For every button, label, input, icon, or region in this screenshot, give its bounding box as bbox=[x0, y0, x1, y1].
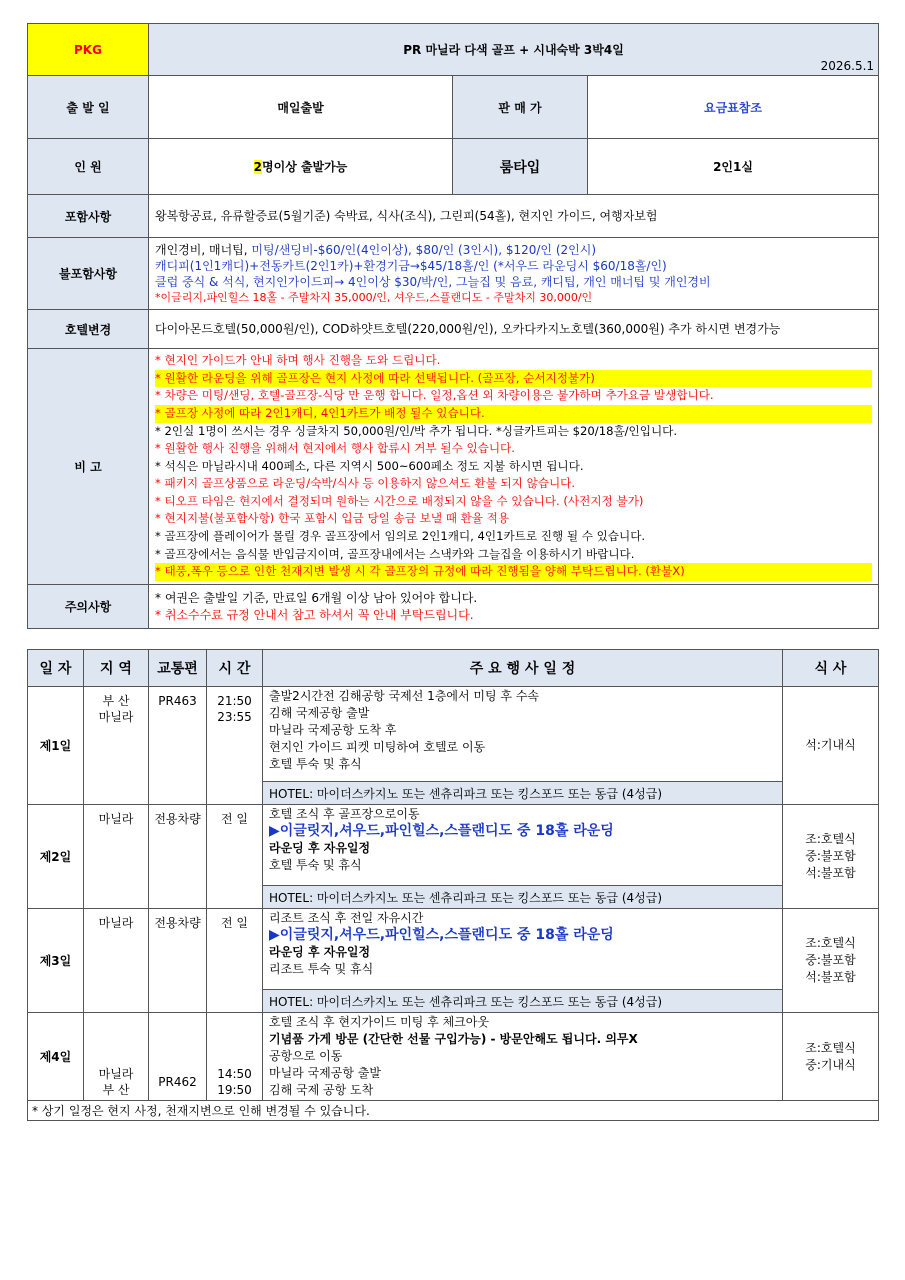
region-name: 마닐라 bbox=[98, 710, 134, 724]
room-label: 룸타입 bbox=[453, 139, 588, 195]
itinerary-day-row bbox=[28, 909, 879, 990]
departure-label: 출 발 일 bbox=[28, 76, 149, 139]
meal-item: 중:기내식 bbox=[805, 1057, 856, 1072]
include-label: 포함사항 bbox=[28, 195, 149, 238]
include-value: 왕복항공료, 유류할증료(5월기준) 숙박료, 식사(조식), 그린피(54홀), 현지인 가이드, 여행자보험 bbox=[149, 195, 879, 238]
activities-cell bbox=[263, 805, 783, 886]
remark-item: * 골프장 사정에 따라 2인1캐디, 4인1카트가 배정 될수 있습니다. bbox=[155, 405, 872, 423]
issue-date: 2026.5.1 bbox=[820, 59, 875, 73]
transport-cell: 전용차량 bbox=[149, 805, 207, 909]
activity-line: 리조트 조식 후 전일 자유시간 bbox=[269, 911, 424, 925]
people-value bbox=[149, 139, 453, 195]
activity-line: 기념품 가게 방문 (간단한 선물 구입가능) - 방문안해도 됩니다. 의무X bbox=[269, 1032, 638, 1046]
activity-line: 라운딩 후 자유일정 bbox=[269, 945, 371, 959]
activity-line: ▶이글릿지,셔우드,파인힐스,스플랜디도 중 18홀 라운딩 bbox=[269, 823, 614, 839]
remark-item: * 태풍,폭우 등으로 인한 천재지변 발생 시 각 골프장의 규정에 따라 진행됨을 양해 부탁드립니다. (환불X) bbox=[155, 563, 872, 581]
time-value: 전 일 bbox=[221, 812, 248, 826]
region-name: 부 산 bbox=[102, 1083, 130, 1097]
itinerary-header-cell: 교통편 bbox=[149, 650, 207, 687]
itinerary-header-cell: 식 사 bbox=[783, 650, 879, 687]
itinerary-table bbox=[27, 649, 879, 1121]
time-cell bbox=[207, 687, 263, 805]
remarks-list bbox=[149, 349, 879, 585]
activity-line: 현지인 가이드 피켓 미팅하여 호텔로 이동 bbox=[269, 740, 486, 754]
day-label: 제2일 bbox=[28, 805, 84, 909]
caution-list bbox=[149, 585, 879, 629]
region-cell bbox=[84, 909, 149, 1013]
day-label: 제4일 bbox=[28, 1013, 84, 1101]
region-name: 마닐라 bbox=[98, 1067, 134, 1081]
remark-item: * 현지인 가이드가 안내 하며 행사 진행을 도와 드립니다. bbox=[155, 353, 441, 368]
meal-item: 석:불포함 bbox=[805, 970, 856, 984]
remark-item: * 패키지 골프상품으로 라운딩/숙박/식사 등 이용하지 않으셔도 환불 되지 않습니다. bbox=[155, 476, 576, 491]
exclude-line1-a: 개인경비, 매너팁, bbox=[155, 242, 252, 257]
itinerary-header-row bbox=[28, 650, 879, 687]
footnote: * 상기 일정은 현지 사정, 천재지변으로 인해 변경될 수 있습니다. bbox=[28, 1101, 879, 1121]
time-value: 전 일 bbox=[221, 916, 248, 930]
transport-cell: 전용차량 bbox=[149, 909, 207, 1013]
time-value: 21:50 bbox=[217, 694, 252, 708]
remark-item: * 원활한 라운딩을 위해 골프장은 현지 사정에 따라 선택됩니다. (골프장, 순서지정불가) bbox=[155, 370, 872, 388]
meal-item: 조:호텔식 bbox=[805, 832, 856, 846]
caution-item: * 취소수수료 규정 안내서 참고 하셔서 꼭 안내 부탁드립니다. bbox=[155, 607, 474, 622]
remark-item: * 골프장에서는 음식물 반입금지이며, 골프장내에서는 스낵카와 그늘집을 이용하시기 바랍니다. bbox=[155, 546, 635, 561]
region-name: 마닐라 bbox=[98, 812, 134, 826]
exclude-line3: 클럽 중식 & 석식, 현지인가이드피→ 4인이상 $30/박/인, 그늘집 및 음료, 캐디팁, 개인 매너팁 및 개인경비 bbox=[155, 274, 711, 289]
activity-line: 마닐라 국제공항 출발 bbox=[269, 1066, 381, 1080]
price-value: 요금표참조 bbox=[588, 76, 879, 139]
remark-item: * 현지지불(불포함사항) 한국 포함시 입금 당일 송금 보낼 때 환율 적용 bbox=[155, 511, 510, 526]
hotel-info: HOTEL: 마이더스카지노 또는 센츄리파크 또는 킹스포드 또는 동급 (4성급) bbox=[263, 782, 783, 805]
price-label: 판 매 가 bbox=[453, 76, 588, 139]
exclude-line1-b: 미팅/샌딩비-$60/인(4인이상), $80/인 (3인시), $120/인 (2인시) bbox=[251, 242, 597, 257]
activity-line: 호텔 투숙 및 휴식 bbox=[269, 757, 362, 771]
itinerary-header-cell: 시 간 bbox=[207, 650, 263, 687]
region-name: 마닐라 bbox=[98, 916, 134, 930]
activities-cell bbox=[263, 909, 783, 990]
remark-item: * 석식은 마닐라시내 400페소, 다른 지역시 500~600페소 정도 지불 하시면 됩니다. bbox=[155, 458, 584, 473]
remarks-label: 비 고 bbox=[28, 349, 149, 585]
exclude-line4: *이글리지,파인힐스 18홀 - 주말차지 35,000/인, 셔우드,스플랜디도 - 주말차지 30,000/인 bbox=[155, 290, 593, 304]
activity-line: ▶이글릿지,셔우드,파인힐스,스플랜디도 중 18홀 라운딩 bbox=[269, 927, 614, 943]
activity-line: 라운딩 후 자유일정 bbox=[269, 841, 371, 855]
remark-item: * 차량은 미팅/샌딩, 호텔-골프장-식당 만 운행 합니다. 일정,옵션 외 차량이용은 불가하며 추가요금 발생합니다. bbox=[155, 388, 714, 403]
day-label: 제1일 bbox=[28, 687, 84, 805]
page-title: PR 마닐라 다색 골프 + 시내숙박 3박4일 bbox=[403, 43, 624, 57]
remark-item: * 골프장에 플레이어가 몰릴 경우 골프장에서 임의로 2인1캐디, 4인1카트로 진행 될 수 있습니다. bbox=[155, 529, 646, 544]
people-label: 인 원 bbox=[28, 139, 149, 195]
region-cell bbox=[84, 1013, 149, 1101]
transport-cell: PR462 bbox=[149, 1013, 207, 1101]
meal-item: 중:불포함 bbox=[805, 953, 856, 967]
meal-item: 조:호텔식 bbox=[805, 1040, 856, 1055]
time-cell bbox=[207, 1013, 263, 1101]
caution-label: 주의사항 bbox=[28, 585, 149, 629]
day-label: 제3일 bbox=[28, 909, 84, 1013]
remark-item: * 원활한 행사 진행을 위해서 현지에서 행사 합류시 거부 될수 있습니다. bbox=[155, 441, 515, 456]
meal-item: 석:불포함 bbox=[805, 866, 856, 880]
itinerary-day-row bbox=[28, 805, 879, 886]
meals-cell bbox=[783, 1013, 879, 1101]
itinerary-day-row bbox=[28, 1013, 879, 1101]
pkg-badge: PKG bbox=[28, 24, 149, 76]
activity-line: 호텔 투숙 및 휴식 bbox=[269, 858, 362, 872]
people-count: 2 bbox=[253, 160, 263, 174]
departure-value: 매일출발 bbox=[149, 76, 453, 139]
region-cell bbox=[84, 687, 149, 805]
activity-line: 김해 국제 공항 도착 bbox=[269, 1083, 374, 1097]
meal-item: 석:기내식 bbox=[805, 738, 856, 752]
meals-cell bbox=[783, 687, 879, 805]
hotel-change-value: 다이아몬드호텔(50,000원/인), COD하얏트호텔(220,000원/인), 오카다카지노호텔(360,000원) 추가 하시면 변경가능 bbox=[149, 310, 879, 349]
caution-item: * 여권은 출발일 기준, 만료일 6개월 이상 남아 있어야 합니다. bbox=[155, 590, 478, 605]
time-value: 19:50 bbox=[217, 1083, 252, 1097]
time-value: 23:55 bbox=[217, 710, 252, 724]
activities-cell bbox=[263, 1013, 783, 1101]
meals-cell bbox=[783, 805, 879, 909]
people-text: 명이상 출발가능 bbox=[262, 160, 348, 174]
itinerary-header-cell: 일 자 bbox=[28, 650, 84, 687]
itinerary-header-cell: 주 요 행 사 일 정 bbox=[263, 650, 783, 687]
activity-line: 공항으로 이동 bbox=[269, 1049, 343, 1063]
region-cell bbox=[84, 805, 149, 909]
itinerary-day-row bbox=[28, 687, 879, 782]
activity-line: 호텔 조식 후 골프장으로이동 bbox=[269, 807, 420, 821]
region-name: 부 산 bbox=[102, 694, 130, 708]
meals-cell bbox=[783, 909, 879, 1013]
activity-line: 출발2시간전 김해공항 국제선 1층에서 미팅 후 수속 bbox=[269, 689, 539, 703]
hotel-info: HOTEL: 마이더스카지노 또는 센츄리파크 또는 킹스포드 또는 동급 (4성급) bbox=[263, 886, 783, 909]
exclude-line2: 캐디피(1인1캐디)+전동카트(2인1카)+환경기금→$45/18홀/인 (*서우드 라운딩시 $60/18홀/인) bbox=[155, 258, 667, 273]
activity-line: 마닐라 국제공항 도착 후 bbox=[269, 723, 397, 737]
activity-line: 호텔 조식 후 현지가이드 미팅 후 체크아웃 bbox=[269, 1015, 489, 1029]
activity-line: 김해 국제공항 출발 bbox=[269, 706, 370, 720]
hotel-change-label: 호텔변경 bbox=[28, 310, 149, 349]
itinerary-header-cell: 지 역 bbox=[84, 650, 149, 687]
footnote-row bbox=[28, 1101, 879, 1121]
time-value: 14:50 bbox=[217, 1067, 252, 1081]
activities-cell bbox=[263, 687, 783, 782]
meal-item: 중:불포함 bbox=[805, 849, 856, 863]
room-value: 2인1실 bbox=[588, 139, 879, 195]
time-cell bbox=[207, 805, 263, 909]
remark-item: * 티오프 타임은 현지에서 결정되며 원하는 시간으로 배정되지 않을 수 있습니다. (사전지정 불가) bbox=[155, 493, 644, 508]
hotel-info: HOTEL: 마이더스카지노 또는 센츄리파크 또는 킹스포드 또는 동급 (4성급) bbox=[263, 990, 783, 1013]
remark-item: * 2인실 1명이 쓰시는 경우 싱글차지 50,000원/인/박 추가 됩니다. *싱글카트피는 $20/18홀/인입니다. bbox=[155, 423, 678, 438]
package-info-table bbox=[27, 23, 879, 629]
exclude-label: 불포함사항 bbox=[28, 238, 149, 310]
activity-line: 리조트 투숙 및 휴식 bbox=[269, 962, 374, 976]
time-cell bbox=[207, 909, 263, 1013]
transport-cell: PR463 bbox=[149, 687, 207, 805]
exclude-value bbox=[149, 238, 879, 310]
meal-item: 조:호텔식 bbox=[805, 936, 856, 950]
title-cell bbox=[149, 24, 879, 76]
